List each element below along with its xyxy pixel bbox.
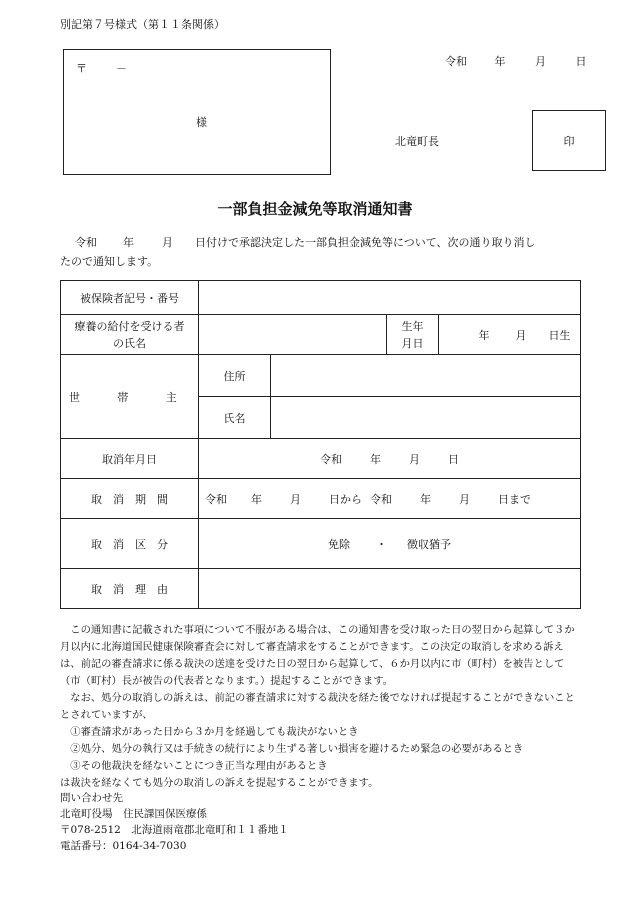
patient-name-label-1: 療養の給付を受ける者 bbox=[74, 319, 185, 333]
table-row bbox=[61, 479, 581, 519]
date-era: 令和 bbox=[445, 55, 467, 68]
period-month: 月 bbox=[290, 492, 301, 506]
patient-name-value[interactable] bbox=[199, 315, 387, 355]
patient-name-label bbox=[61, 315, 199, 355]
note-paragraph: この通知書に記載された事項について不服がある場合は、この通知書を受け取った日の翌日から起算して３か月以内に北海道国民健康保険審査会に対して審査請求をすることができます。この決定の取消しを求める訴えは、前記の審査請求に係る裁決の送達を受けた日の翌日から起算して、６か月以内に市（町村）を被告として（市（町村）長が被告の代表者となります。）提起することができます。 bbox=[60, 624, 575, 687]
period-to: 日まで bbox=[498, 492, 531, 506]
period-era: 令和 bbox=[205, 492, 227, 506]
birth-month: 月 bbox=[515, 328, 527, 342]
period-year2: 年 bbox=[420, 492, 431, 506]
insured-number-label: 被保険者記号・番号 bbox=[61, 281, 199, 315]
date-month: 月 bbox=[535, 55, 546, 68]
cancel-reason-value[interactable] bbox=[199, 569, 581, 609]
note-item: ①審査請求があった日から３か月を経過しても裁決がないとき bbox=[60, 726, 359, 738]
intro-line-1 bbox=[75, 234, 536, 250]
patient-name-label-2: の氏名 bbox=[113, 336, 146, 350]
table-row bbox=[61, 315, 581, 355]
intro-era: 令和 bbox=[75, 236, 97, 249]
note-item: ③その他裁決を経ないことにつき正当な理由があるとき bbox=[60, 760, 328, 772]
postal-mark: 〒 bbox=[76, 62, 87, 75]
period-year: 年 bbox=[251, 492, 262, 506]
note-paragraph: なお、処分の取消しの訴えは、前記の審査請求に対する裁決を経た後でなければ提起することができないこととされていますが、 bbox=[60, 692, 575, 721]
category-exemption[interactable]: 免除 bbox=[328, 537, 350, 551]
cancel-date-era: 令和 bbox=[320, 452, 342, 466]
cancel-reason-label: 取 消 理 由 bbox=[61, 569, 199, 609]
birth-year: 年 bbox=[478, 328, 490, 342]
contact-block bbox=[60, 790, 289, 854]
honorific: 様 bbox=[196, 116, 207, 129]
appeal-notes bbox=[60, 622, 584, 792]
form-id: 別記第７号様式（第１１条関係） bbox=[60, 18, 225, 31]
birth-label-1: 生年 bbox=[401, 319, 424, 333]
cancel-date-year: 年 bbox=[370, 452, 381, 466]
postal-dash: － bbox=[116, 62, 127, 75]
insured-number-value[interactable] bbox=[199, 281, 581, 315]
birth-day: 日生 bbox=[548, 328, 571, 342]
issuer: 北竜町長 bbox=[395, 135, 439, 148]
cancel-date-label: 取消年月日 bbox=[61, 439, 199, 479]
birth-label-2: 月日 bbox=[401, 336, 424, 350]
contact-heading: 問い合わせ先 bbox=[60, 792, 123, 804]
page-title: 一部負担金減免等取消通知書 bbox=[217, 200, 413, 218]
address-box bbox=[63, 49, 331, 175]
contact-address: 〒078-2512 北海道雨竜郡北竜町和１１番地１ bbox=[60, 824, 289, 836]
cancel-date-month: 月 bbox=[409, 452, 420, 466]
period-from: 日から bbox=[329, 492, 362, 506]
birth-label bbox=[387, 315, 439, 355]
cancel-period-label: 取 消 期 間 bbox=[61, 479, 199, 519]
table-row bbox=[61, 439, 581, 479]
intro-month: 月 bbox=[162, 236, 173, 249]
intro-line-2: たので通知します。 bbox=[60, 255, 159, 268]
table-row bbox=[61, 281, 581, 315]
household-head-label: 世 帯 主 bbox=[61, 355, 199, 439]
contact-office: 北竜町役場 住民課国保医療係 bbox=[60, 808, 207, 820]
cancel-category-value[interactable] bbox=[199, 519, 581, 569]
birth-value[interactable] bbox=[439, 315, 581, 355]
table-row bbox=[61, 355, 581, 397]
table-row bbox=[61, 569, 581, 609]
cancel-date-value[interactable] bbox=[199, 439, 581, 479]
date-day: 日 bbox=[575, 55, 587, 68]
cancel-period-value[interactable] bbox=[199, 479, 581, 519]
note-paragraph: は裁決を経なくても処分の取消しの訴えを提起することができます。 bbox=[60, 777, 379, 789]
address-label: 住所 bbox=[199, 355, 271, 397]
seal-box bbox=[532, 110, 606, 171]
name-value[interactable] bbox=[271, 397, 581, 439]
period-month2: 月 bbox=[459, 492, 470, 506]
contact-phone: 電話番号：0164-34-7030 bbox=[60, 840, 187, 852]
seal-label: 印 bbox=[563, 134, 575, 148]
date-line bbox=[445, 53, 587, 69]
intro-year: 年 bbox=[123, 236, 134, 249]
category-deferral[interactable]: 徴収猶予 bbox=[407, 537, 451, 551]
note-item: ②処分、処分の執行又は手続きの続行により生ずる著しい損害を避けるため緊急の必要があるとき bbox=[60, 743, 524, 755]
date-year: 年 bbox=[494, 55, 506, 68]
address-value[interactable] bbox=[271, 355, 581, 397]
category-separator: ・ bbox=[376, 537, 387, 551]
period-era2: 令和 bbox=[370, 492, 392, 506]
table-row bbox=[61, 519, 581, 569]
name-label: 氏名 bbox=[199, 397, 271, 439]
cancel-date-day: 日 bbox=[448, 452, 459, 466]
cancel-category-label: 取 消 区 分 bbox=[61, 519, 199, 569]
cancellation-table bbox=[60, 280, 581, 609]
intro-rest: 日付けで承認決定した一部負担金減免等について、次の通り取り消し bbox=[195, 236, 536, 249]
